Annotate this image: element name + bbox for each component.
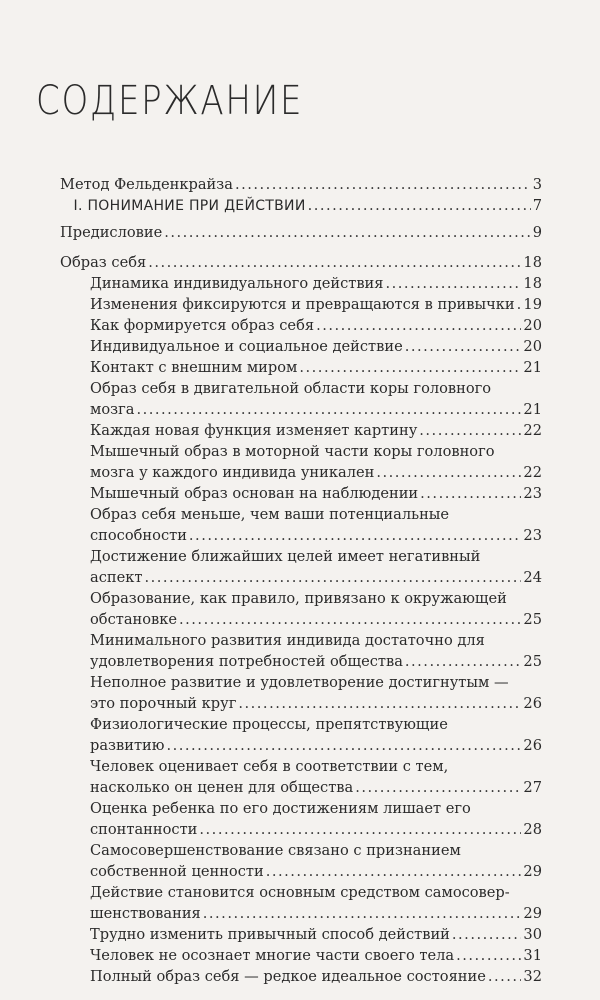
toc-label: Каждая новая функция изменяет картину — [90, 422, 418, 439]
toc-label-line1: Действие становится основным средством самосовер- — [90, 884, 510, 901]
dot-leader — [488, 966, 522, 987]
toc-page: 30 — [523, 926, 542, 943]
toc-page: 7 — [532, 197, 542, 214]
toc-label: аспект — [90, 569, 143, 586]
toc-page: 25 — [523, 653, 542, 670]
dot-leader — [420, 483, 521, 504]
toc-label-line1: Образование, как правило, привязано к окружающей — [90, 590, 507, 607]
toc-entry[interactable] — [90, 756, 542, 798]
dot-leader — [419, 420, 521, 441]
dot-leader — [452, 924, 522, 945]
toc-page: 24 — [523, 569, 542, 586]
toc-entry[interactable] — [90, 924, 542, 945]
toc-page: 27 — [523, 779, 542, 796]
dot-leader — [148, 252, 521, 273]
toc-page: 18 — [523, 275, 542, 292]
dot-leader — [376, 462, 521, 483]
dot-leader — [179, 609, 521, 630]
toc-label: спонтанности — [90, 821, 198, 838]
toc-entry[interactable] — [90, 378, 542, 420]
toc-label: способности — [90, 527, 187, 544]
toc-entry[interactable] — [90, 441, 542, 483]
dot-leader — [316, 315, 521, 336]
toc-page: 20 — [523, 338, 542, 355]
toc-entry[interactable] — [90, 420, 542, 441]
toc-label-line1: Минимального развития индивида достаточно для — [90, 632, 485, 649]
toc-label: обстановке — [90, 611, 178, 628]
toc-label-line1: Неполное развитие и удовлетворение достигнутым — — [90, 674, 509, 691]
toc-entry[interactable] — [90, 630, 542, 672]
toc-entry[interactable] — [90, 945, 542, 966]
toc-entry-preface[interactable] — [60, 222, 542, 243]
page-title: СОДЕРЖАНИЕ — [36, 78, 304, 124]
toc-entry[interactable] — [90, 714, 542, 756]
toc-page: 25 — [523, 611, 542, 628]
dot-leader — [355, 777, 521, 798]
toc-label-line1: Мышечный образ в моторной части коры головного — [90, 443, 495, 460]
toc-label: Трудно изменить привычный способ действий — [90, 926, 450, 943]
dot-leader — [238, 693, 521, 714]
toc-entry-method[interactable] — [60, 174, 542, 195]
toc-entry[interactable] — [90, 294, 542, 315]
toc-page: 29 — [523, 863, 542, 880]
toc-page: 28 — [523, 821, 542, 838]
toc-label: удовлетворения потребностей общества — [90, 653, 403, 670]
dot-leader — [235, 174, 531, 195]
toc-entry[interactable] — [90, 966, 542, 987]
toc-label: Мышечный образ основан на наблюдении — [90, 485, 419, 502]
toc-page: 22 — [523, 464, 542, 481]
dot-leader — [386, 273, 522, 294]
dot-leader — [136, 399, 521, 420]
dot-leader — [166, 735, 521, 756]
toc-entry[interactable] — [90, 483, 542, 504]
dot-leader — [189, 525, 522, 546]
toc-entry[interactable] — [90, 336, 542, 357]
toc-page: 18 — [523, 254, 542, 271]
dot-leader — [405, 651, 522, 672]
toc-label: Предисловие — [60, 224, 163, 241]
toc-label: Как формируется образ себя — [90, 317, 315, 334]
toc-entry[interactable] — [90, 504, 542, 546]
toc-subitems — [60, 273, 542, 987]
toc-label: Динамика индивидуального действия — [90, 275, 384, 292]
toc-entry[interactable] — [90, 357, 542, 378]
toc-page: 26 — [523, 695, 542, 712]
toc-entry[interactable] — [90, 273, 542, 294]
toc-page: 23 — [523, 485, 542, 502]
toc-label: насколько он ценен для общества — [90, 779, 354, 796]
toc-label: шенствования — [90, 905, 201, 922]
toc-entry[interactable] — [90, 315, 542, 336]
toc-page: 22 — [523, 422, 542, 439]
table-of-contents — [60, 174, 542, 987]
dot-leader — [266, 861, 522, 882]
toc-label-line1: Самосовершенствование связано с признанием — [90, 842, 461, 859]
toc-entry[interactable] — [90, 588, 542, 630]
dot-leader — [164, 222, 530, 243]
toc-label: это порочный круг — [90, 695, 237, 712]
toc-label-line1: Физиологические процессы, препятствующие — [90, 716, 448, 733]
toc-label: Контакт с внешним миром — [90, 359, 298, 376]
toc-label: I. ПОНИМАНИЕ ПРИ ДЕЙСТВИИ — [73, 198, 306, 214]
toc-entry[interactable] — [90, 882, 542, 924]
toc-label-line1: Оценка ребенка по его достижениям лишает его — [90, 800, 471, 817]
toc-label-line1: Достижение ближайших целей имеет негативный — [90, 548, 481, 565]
toc-page: 21 — [523, 401, 542, 418]
toc-label: Изменения фиксируются и превращаются в привычки — [90, 296, 515, 313]
toc-label-line1: Человек оценивает себя в соответствии с тем, — [90, 758, 449, 775]
toc-label: развитию — [90, 737, 165, 754]
toc-page: 19 — [523, 296, 542, 313]
toc-label: Образ себя — [60, 254, 147, 271]
toc-page: 20 — [523, 317, 542, 334]
toc-label: Полный образ себя — редкое идеальное состояние — [90, 968, 486, 985]
toc-entry[interactable] — [90, 546, 542, 588]
toc-page: 3 — [532, 176, 542, 193]
dot-leader — [517, 294, 522, 315]
toc-label: Человек не осознает многие части своего тела — [90, 947, 455, 964]
toc-label: Метод Фельденкрайза — [60, 176, 233, 193]
toc-entry[interactable] — [90, 672, 542, 714]
toc-page: 26 — [523, 737, 542, 754]
toc-page: 9 — [532, 224, 542, 241]
toc-label: собственной ценности — [90, 863, 264, 880]
toc-label: Индивидуальное и социальное действие — [90, 338, 403, 355]
dot-leader — [308, 195, 531, 216]
dot-leader — [299, 357, 521, 378]
toc-page: 31 — [523, 947, 542, 964]
dot-leader — [199, 819, 521, 840]
dot-leader — [405, 336, 522, 357]
toc-label: мозга у каждого индивида уникален — [90, 464, 375, 481]
toc-page: 21 — [523, 359, 542, 376]
toc-entry[interactable] — [90, 798, 542, 840]
dot-leader — [144, 567, 521, 588]
toc-label: мозга — [90, 401, 135, 418]
toc-label-line1: Образ себя меньше, чем ваши потенциальные — [90, 506, 450, 523]
toc-entry-self-image[interactable] — [60, 252, 542, 273]
toc-entry[interactable] — [90, 840, 542, 882]
toc-page: 29 — [523, 905, 542, 922]
toc-page: 23 — [523, 527, 542, 544]
dot-leader — [203, 903, 522, 924]
toc-entry-section1[interactable] — [60, 195, 542, 216]
toc-label-line1: Образ себя в двигательной области коры головного — [90, 380, 492, 397]
dot-leader — [456, 945, 521, 966]
toc-page: 32 — [523, 968, 542, 985]
